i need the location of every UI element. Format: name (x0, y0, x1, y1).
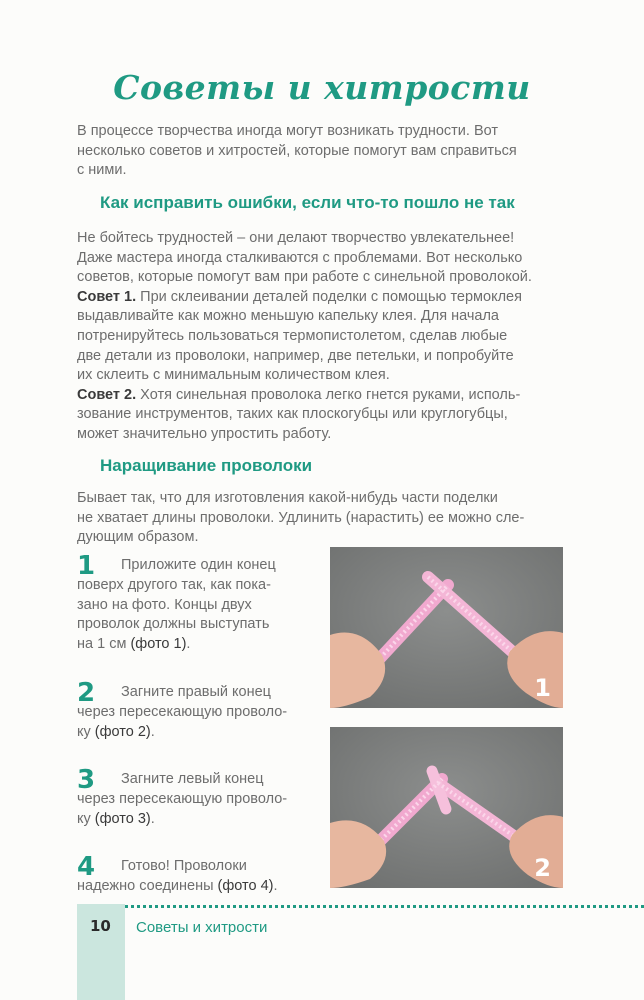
step-text: ку (77, 810, 95, 827)
step-last-line (77, 723, 312, 743)
step-line: через пересекающую проволо- (77, 791, 288, 807)
intro-line: В процессе творчества иногда могут возникать трудности. Вот (77, 123, 498, 139)
text-line: зование инструментов, таких как плоскогубцы или круглогубцы, (77, 406, 508, 423)
text-line: потренируйтесь пользоваться термопистолетом, сделав любые (77, 327, 508, 344)
page-number: 10 (90, 917, 111, 935)
text-line: две детали из проволоки, например, две петельки, и попробуйте (77, 347, 514, 364)
step-text: на 1 см (77, 635, 131, 652)
step-last-line (77, 635, 312, 655)
photo-2-image (330, 727, 563, 888)
step-number: 1 (77, 551, 96, 581)
step-first-line (77, 765, 312, 795)
intro-line: с ними. (77, 162, 127, 179)
step-first-line (77, 678, 312, 708)
photo-1-image (330, 547, 563, 708)
text-line: выдавливайте как можно меньшую капельку клея. Для начала (77, 308, 499, 325)
step-1 (77, 551, 312, 654)
photo-badge: 1 (534, 674, 551, 702)
extension-paragraph (77, 489, 567, 548)
photo-badge: 2 (534, 854, 551, 882)
tip-1-text: При склеивании деталей поделки с помощью термоклея (136, 288, 522, 305)
step-number: 3 (77, 765, 96, 795)
step-4 (77, 852, 312, 897)
text-line: не хватает длины проволоки. Удлинить (нарастить) ее можно сле- (77, 509, 525, 526)
step-text: Загните левый конец (121, 771, 264, 787)
step-line: зано на фото. Концы двух (77, 596, 252, 613)
page-title: Советы и хитрости (113, 68, 531, 107)
running-footer: Советы и хитрости (136, 919, 268, 936)
text-line: Не бойтесь трудностей – они делают творчество увлекательнее! (77, 230, 515, 246)
step-punct: . (150, 810, 155, 827)
intro-paragraph (77, 122, 567, 181)
section-heading-mistakes: Как исправить ошибки, если что-то пошло не так (100, 193, 515, 212)
photo-ref: (фото 3) (94, 810, 151, 827)
text-line: их склеить с минимальным количеством клея. (77, 367, 390, 384)
tip-1-label: Совет 1. (77, 288, 137, 305)
step-line: поверх другого так, как пока- (77, 577, 271, 593)
intro-line: несколько советов и хитростей, которые помогут вам справиться (77, 142, 517, 159)
step-number: 4 (77, 852, 96, 882)
step-punct: . (186, 635, 191, 652)
mistakes-paragraph (77, 229, 567, 445)
tip-1-line (77, 288, 567, 308)
photo-1 (330, 547, 563, 708)
text-line: Бывает так, что для изготовления какой-нибудь части поделки (77, 490, 498, 506)
step-2 (77, 678, 312, 742)
photo-ref: (фото 4) (217, 878, 274, 894)
step-text: Приложите один конец (121, 557, 276, 573)
step-text: надежно соединены (77, 878, 218, 894)
step-punct: . (273, 878, 278, 894)
step-line: проволок должны выступать (77, 616, 270, 633)
step-last-line (77, 810, 312, 830)
step-number: 2 (77, 678, 96, 708)
tip-2-line (77, 386, 567, 406)
photo-2 (330, 727, 563, 888)
tip-2-label: Совет 2. (77, 386, 137, 403)
step-text: Загните правый конец (121, 684, 271, 700)
footer-dotted-rule (125, 905, 644, 908)
step-last-line (77, 877, 312, 897)
photo-ref: (фото 2) (94, 723, 151, 740)
text-line: советов, которые помогут вам при работе с синельной проволокой. (77, 269, 532, 286)
text-line: Даже мастера иногда сталкиваются с проблемами. Вот несколько (77, 249, 523, 266)
step-line: через пересекающую проволо- (77, 704, 288, 720)
step-text: Готово! Проволоки (121, 858, 247, 874)
step-3 (77, 765, 312, 829)
text-line: может значительно упростить работу. (77, 425, 332, 442)
step-text: ку (77, 723, 95, 740)
step-first-line (77, 551, 312, 581)
tip-2-text: Хотя синельная проволока легко гнется руками, исполь- (136, 386, 521, 403)
photo-ref: (фото 1) (130, 635, 187, 652)
text-line: дующим образом. (77, 529, 199, 546)
step-punct: . (150, 723, 155, 740)
section-heading-extension: Наращивание проволоки (100, 456, 313, 475)
step-first-line (77, 852, 312, 882)
